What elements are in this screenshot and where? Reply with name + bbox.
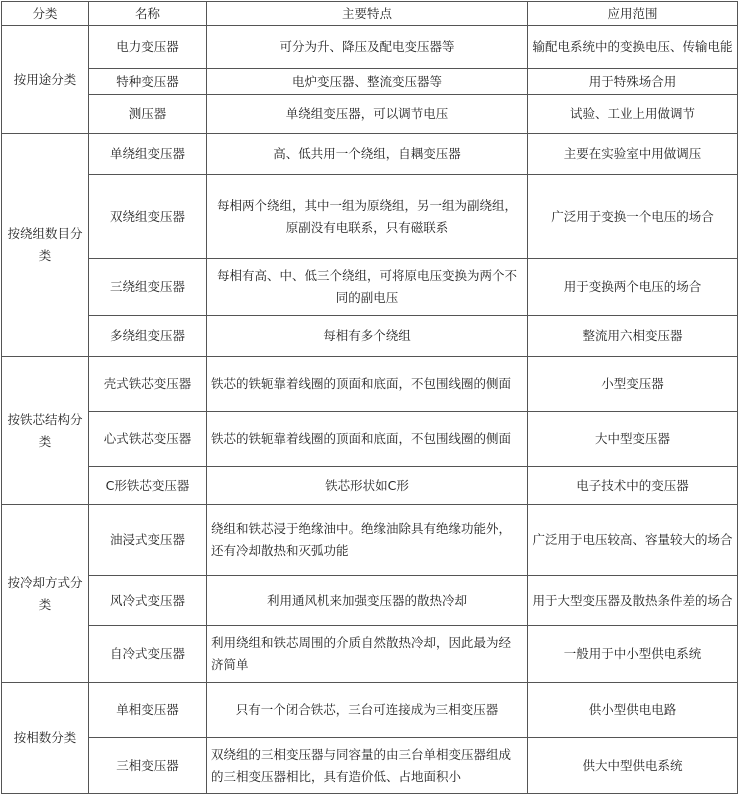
feature-cell: 铁芯的铁轭靠着线圈的顶面和底面，不包围线圈的侧面 — [207, 357, 528, 412]
table-row — [2, 175, 738, 259]
category-cell: 按用途分类 — [2, 26, 89, 134]
header-category: 分类 — [2, 2, 89, 26]
category-cell: 按冷却方式分类 — [2, 505, 89, 683]
feature-cell: 电炉变压器、整流变压器等 — [207, 69, 528, 95]
feature-cell: 可分为升、降压及配电变压器等 — [207, 26, 528, 69]
application-cell: 一般用于中小型供电系统 — [528, 626, 738, 683]
name-cell: 多绕组变压器 — [89, 316, 207, 357]
application-cell: 用于变换两个电压的场合 — [528, 259, 738, 316]
feature-cell: 高、低共用一个绕组，自耦变压器 — [207, 134, 528, 175]
name-cell: 油浸式变压器 — [89, 505, 207, 576]
feature-cell: 铁芯的铁轭靠着线圈的顶面和底面，不包围线圈的侧面 — [207, 412, 528, 467]
feature-cell: 利用绕组和铁芯周围的介质自然散热冷却，因此最为经济简单 — [207, 626, 528, 683]
application-cell: 大中型变压器 — [528, 412, 738, 467]
application-cell: 用于特殊场合用 — [528, 69, 738, 95]
application-cell: 电子技术中的变压器 — [528, 467, 738, 505]
table-row — [2, 505, 738, 576]
header-features: 主要特点 — [207, 2, 528, 26]
table-row — [2, 26, 738, 69]
transformer-classification-table — [1, 1, 738, 794]
name-cell: 测压器 — [89, 95, 207, 134]
name-cell: 三相变压器 — [89, 738, 207, 794]
name-cell: 风冷式变压器 — [89, 576, 207, 626]
application-cell: 整流用六相变压器 — [528, 316, 738, 357]
table-row — [2, 95, 738, 134]
feature-cell: 利用通风机来加强变压器的散热冷却 — [207, 576, 528, 626]
feature-cell: 单绕组变压器，可以调节电压 — [207, 95, 528, 134]
table-row — [2, 576, 738, 626]
name-cell: 单相变压器 — [89, 683, 207, 738]
table-row — [2, 738, 738, 794]
feature-cell: 绕组和铁芯浸于绝缘油中。绝缘油除具有绝缘功能外，还有冷却散热和灭弧功能 — [207, 505, 528, 576]
table-row — [2, 69, 738, 95]
feature-cell: 只有一个闭合铁芯，三台可连接成为三相变压器 — [207, 683, 528, 738]
table-row — [2, 134, 738, 175]
application-cell: 广泛用于电压较高、容量较大的场合 — [528, 505, 738, 576]
table-row — [2, 412, 738, 467]
feature-cell: 每相有多个绕组 — [207, 316, 528, 357]
name-cell: C形铁芯变压器 — [89, 467, 207, 505]
application-cell: 小型变压器 — [528, 357, 738, 412]
name-cell: 双绕组变压器 — [89, 175, 207, 259]
name-cell: 特种变压器 — [89, 69, 207, 95]
feature-cell: 每相有高、中、低三个绕组，可将原电压变换为两个不同的副电压 — [207, 259, 528, 316]
application-cell: 供大中型供电系统 — [528, 738, 738, 794]
application-cell: 供小型供电电路 — [528, 683, 738, 738]
feature-text: 双绕组的三相变压器与同容量的由三台单相变压器组成的三相变压器相比，具有造价低、占地面积小 — [211, 746, 512, 784]
table-header-row — [2, 2, 738, 26]
application-cell: 输配电系统中的变换电压、传输电能 — [528, 26, 738, 69]
feature-cell: 铁芯形状如C形 — [207, 467, 528, 505]
table-row — [2, 357, 738, 412]
name-cell: 心式铁芯变压器 — [89, 412, 207, 467]
header-name: 名称 — [89, 2, 207, 26]
table-row — [2, 626, 738, 683]
category-cell: 按相数分类 — [2, 683, 89, 794]
table-row — [2, 316, 738, 357]
category-cell: 按绕组数目分类 — [2, 134, 89, 357]
name-cell: 三绕组变压器 — [89, 259, 207, 316]
application-cell: 主要在实验室中用做调压 — [528, 134, 738, 175]
table-row — [2, 683, 738, 738]
feature-cell — [207, 738, 528, 794]
name-cell: 电力变压器 — [89, 26, 207, 69]
table-row — [2, 259, 738, 316]
name-cell: 自冷式变压器 — [89, 626, 207, 683]
category-cell: 按铁芯结构分类 — [2, 357, 89, 505]
header-application: 应用范围 — [528, 2, 738, 26]
name-cell: 单绕组变压器 — [89, 134, 207, 175]
feature-cell: 每相两个绕组，其中一组为原绕组，另一组为副绕组，原副没有电联系，只有磁联系 — [207, 175, 528, 259]
application-cell: 广泛用于变换一个电压的场合 — [528, 175, 738, 259]
application-cell: 用于大型变压器及散热条件差的场合 — [528, 576, 738, 626]
application-cell: 试验、工业上用做调节 — [528, 95, 738, 134]
table-row — [2, 467, 738, 505]
name-cell: 壳式铁芯变压器 — [89, 357, 207, 412]
